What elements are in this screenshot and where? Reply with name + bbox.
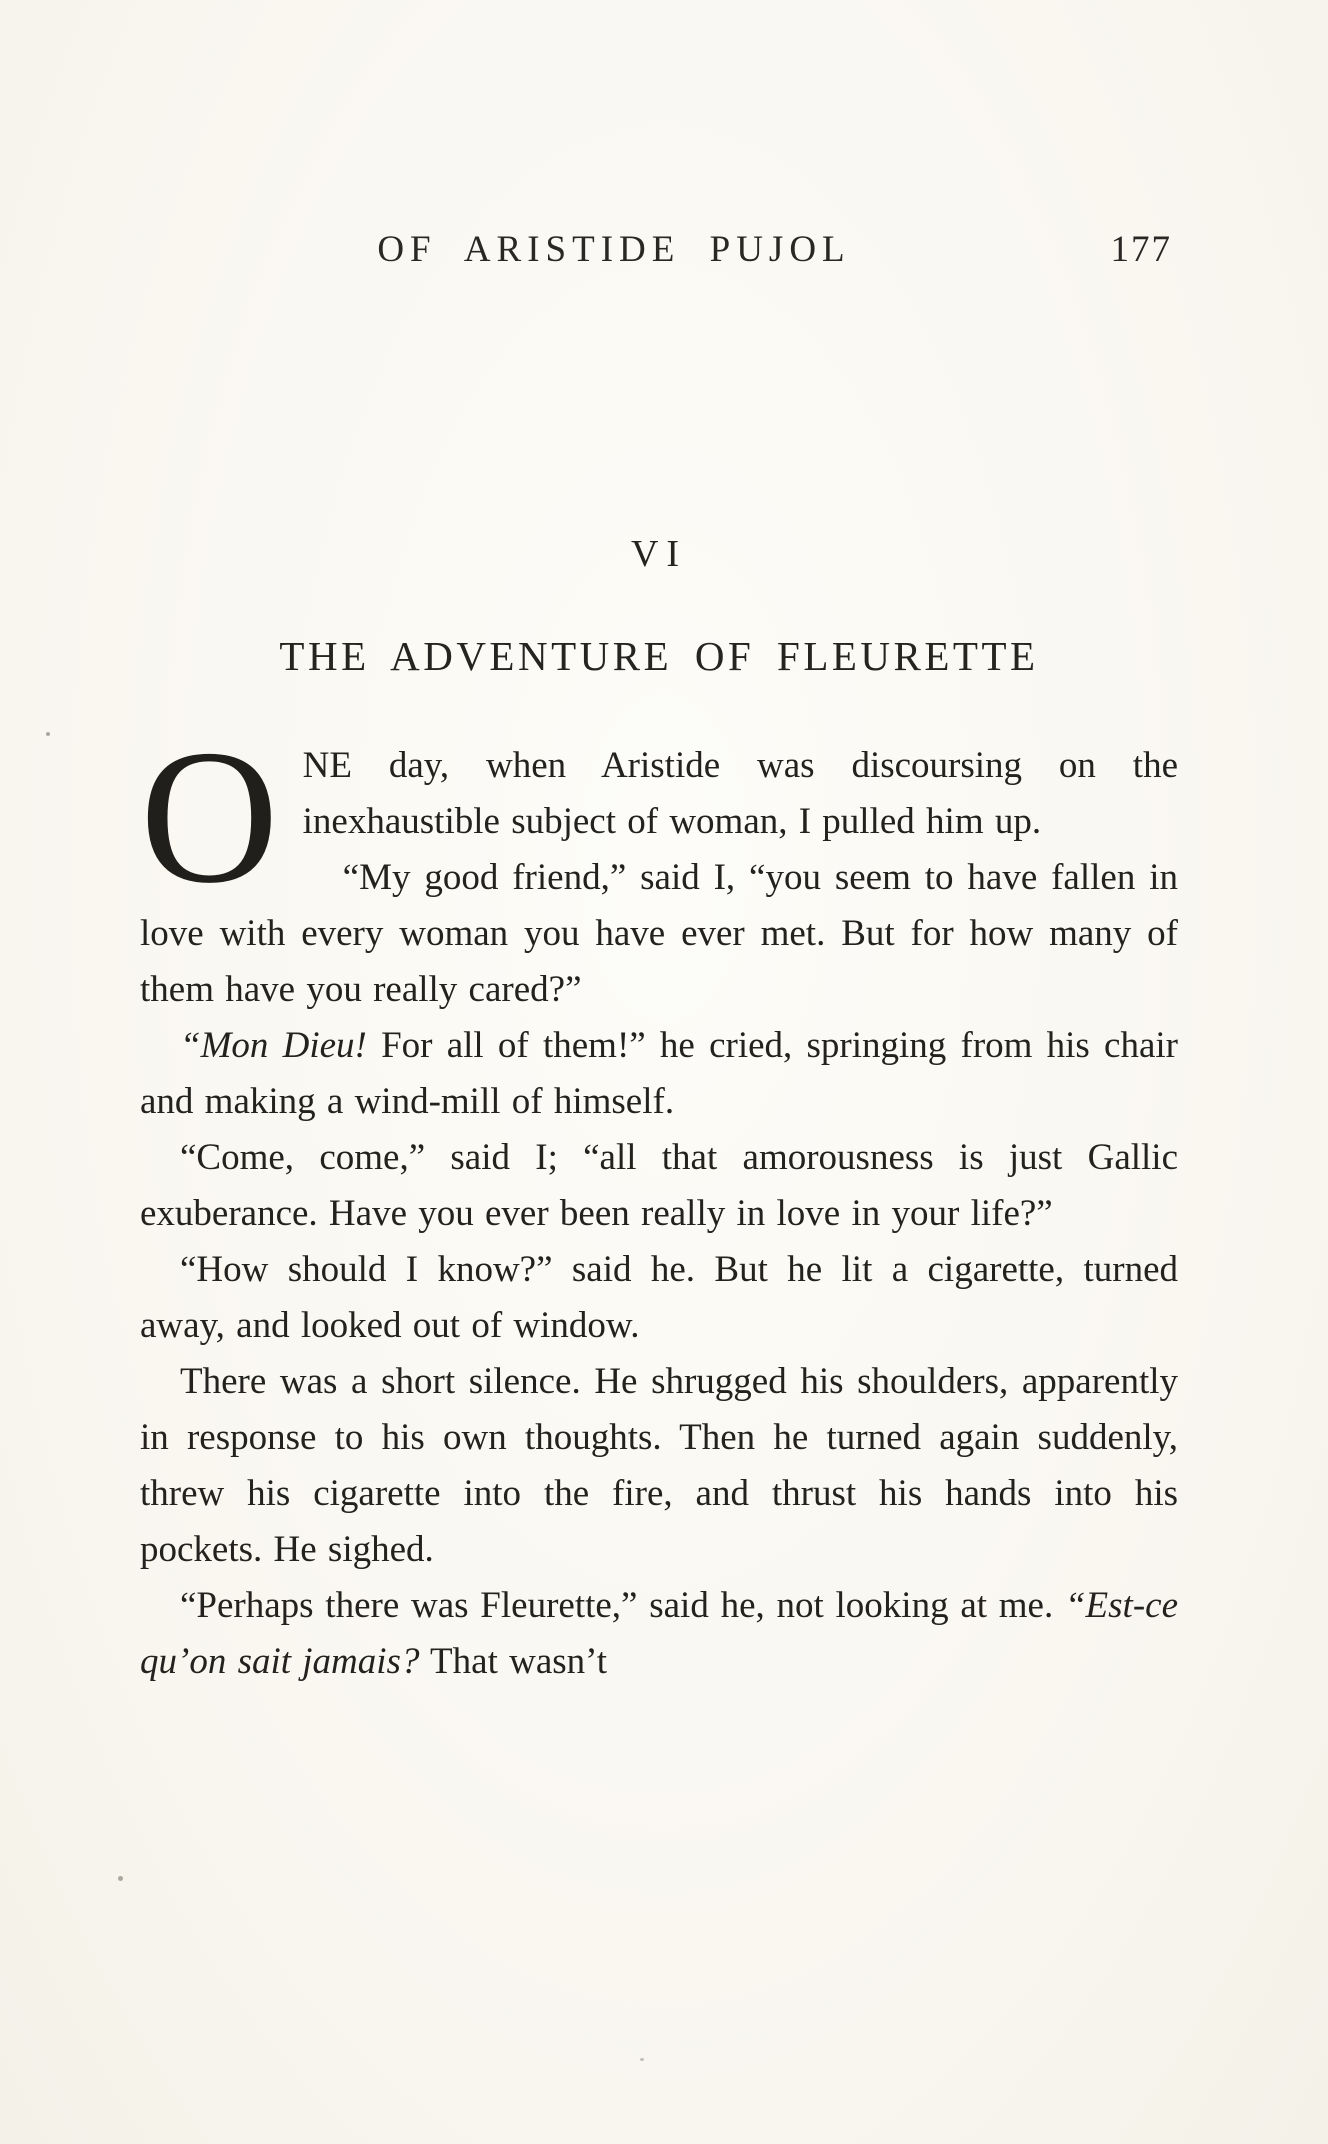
opening-paragraph xyxy=(140,710,1178,923)
text-segment: For all of them!” he cried, springing from his chair and making a wind-mill of himself. xyxy=(140,1025,1178,1122)
opening-text: NE day, when Aristide was discoursing on the inexhaustible subject of woman, I pulled him up. xyxy=(302,745,1178,842)
paragraph xyxy=(140,1130,1178,1242)
text-segment: “Mon Dieu! xyxy=(180,1025,367,1066)
text-segment: “How should I know?” said he. But he lit a cigarette, turned away, and looked out of window. xyxy=(140,1249,1178,1346)
paragraphs xyxy=(140,850,1178,1690)
chapter-title: THE ADVENTURE OF FLEURETTE xyxy=(279,633,1039,679)
chapter-number: VI xyxy=(630,533,688,575)
text-segment: That wasn’t xyxy=(419,1641,608,1682)
paragraph xyxy=(140,1354,1178,1578)
paragraph xyxy=(140,1578,1178,1690)
text-segment: “Est-ce qu’on sait jamais? xyxy=(140,1585,1178,1682)
dropcap-letter: O xyxy=(140,710,279,923)
text-segment: “Come, come,” said I; “all that amorousness is just Gallic exuberance. Have you ever been really in love in your life?” xyxy=(140,1137,1178,1234)
paragraph xyxy=(140,850,1178,1018)
scan-speck xyxy=(640,2058,644,2061)
running-header xyxy=(140,228,1178,274)
text-segment: “Perhaps there was Fleurette,” said he, not looking at me. xyxy=(180,1585,1065,1626)
header-title: OF ARISTIDE PUJOL xyxy=(377,229,851,270)
text-segment: There was a short silence. He shrugged his shoulders, apparently in response to his own thoughts. Then he turned again suddenly, threw his cigarette into the fire, and thrust his hands into his pockets. He sighed. xyxy=(140,1361,1178,1570)
paragraph xyxy=(140,1242,1178,1354)
text-segment: “My good friend,” said I, “you seem to have fallen in love with every woman you have ever met. But for how many of them have you really cared?” xyxy=(140,857,1178,1010)
scan-speck xyxy=(118,1876,123,1881)
text-block xyxy=(140,710,1178,1690)
paragraph xyxy=(140,1018,1178,1130)
page-number: 177 xyxy=(1110,229,1172,270)
